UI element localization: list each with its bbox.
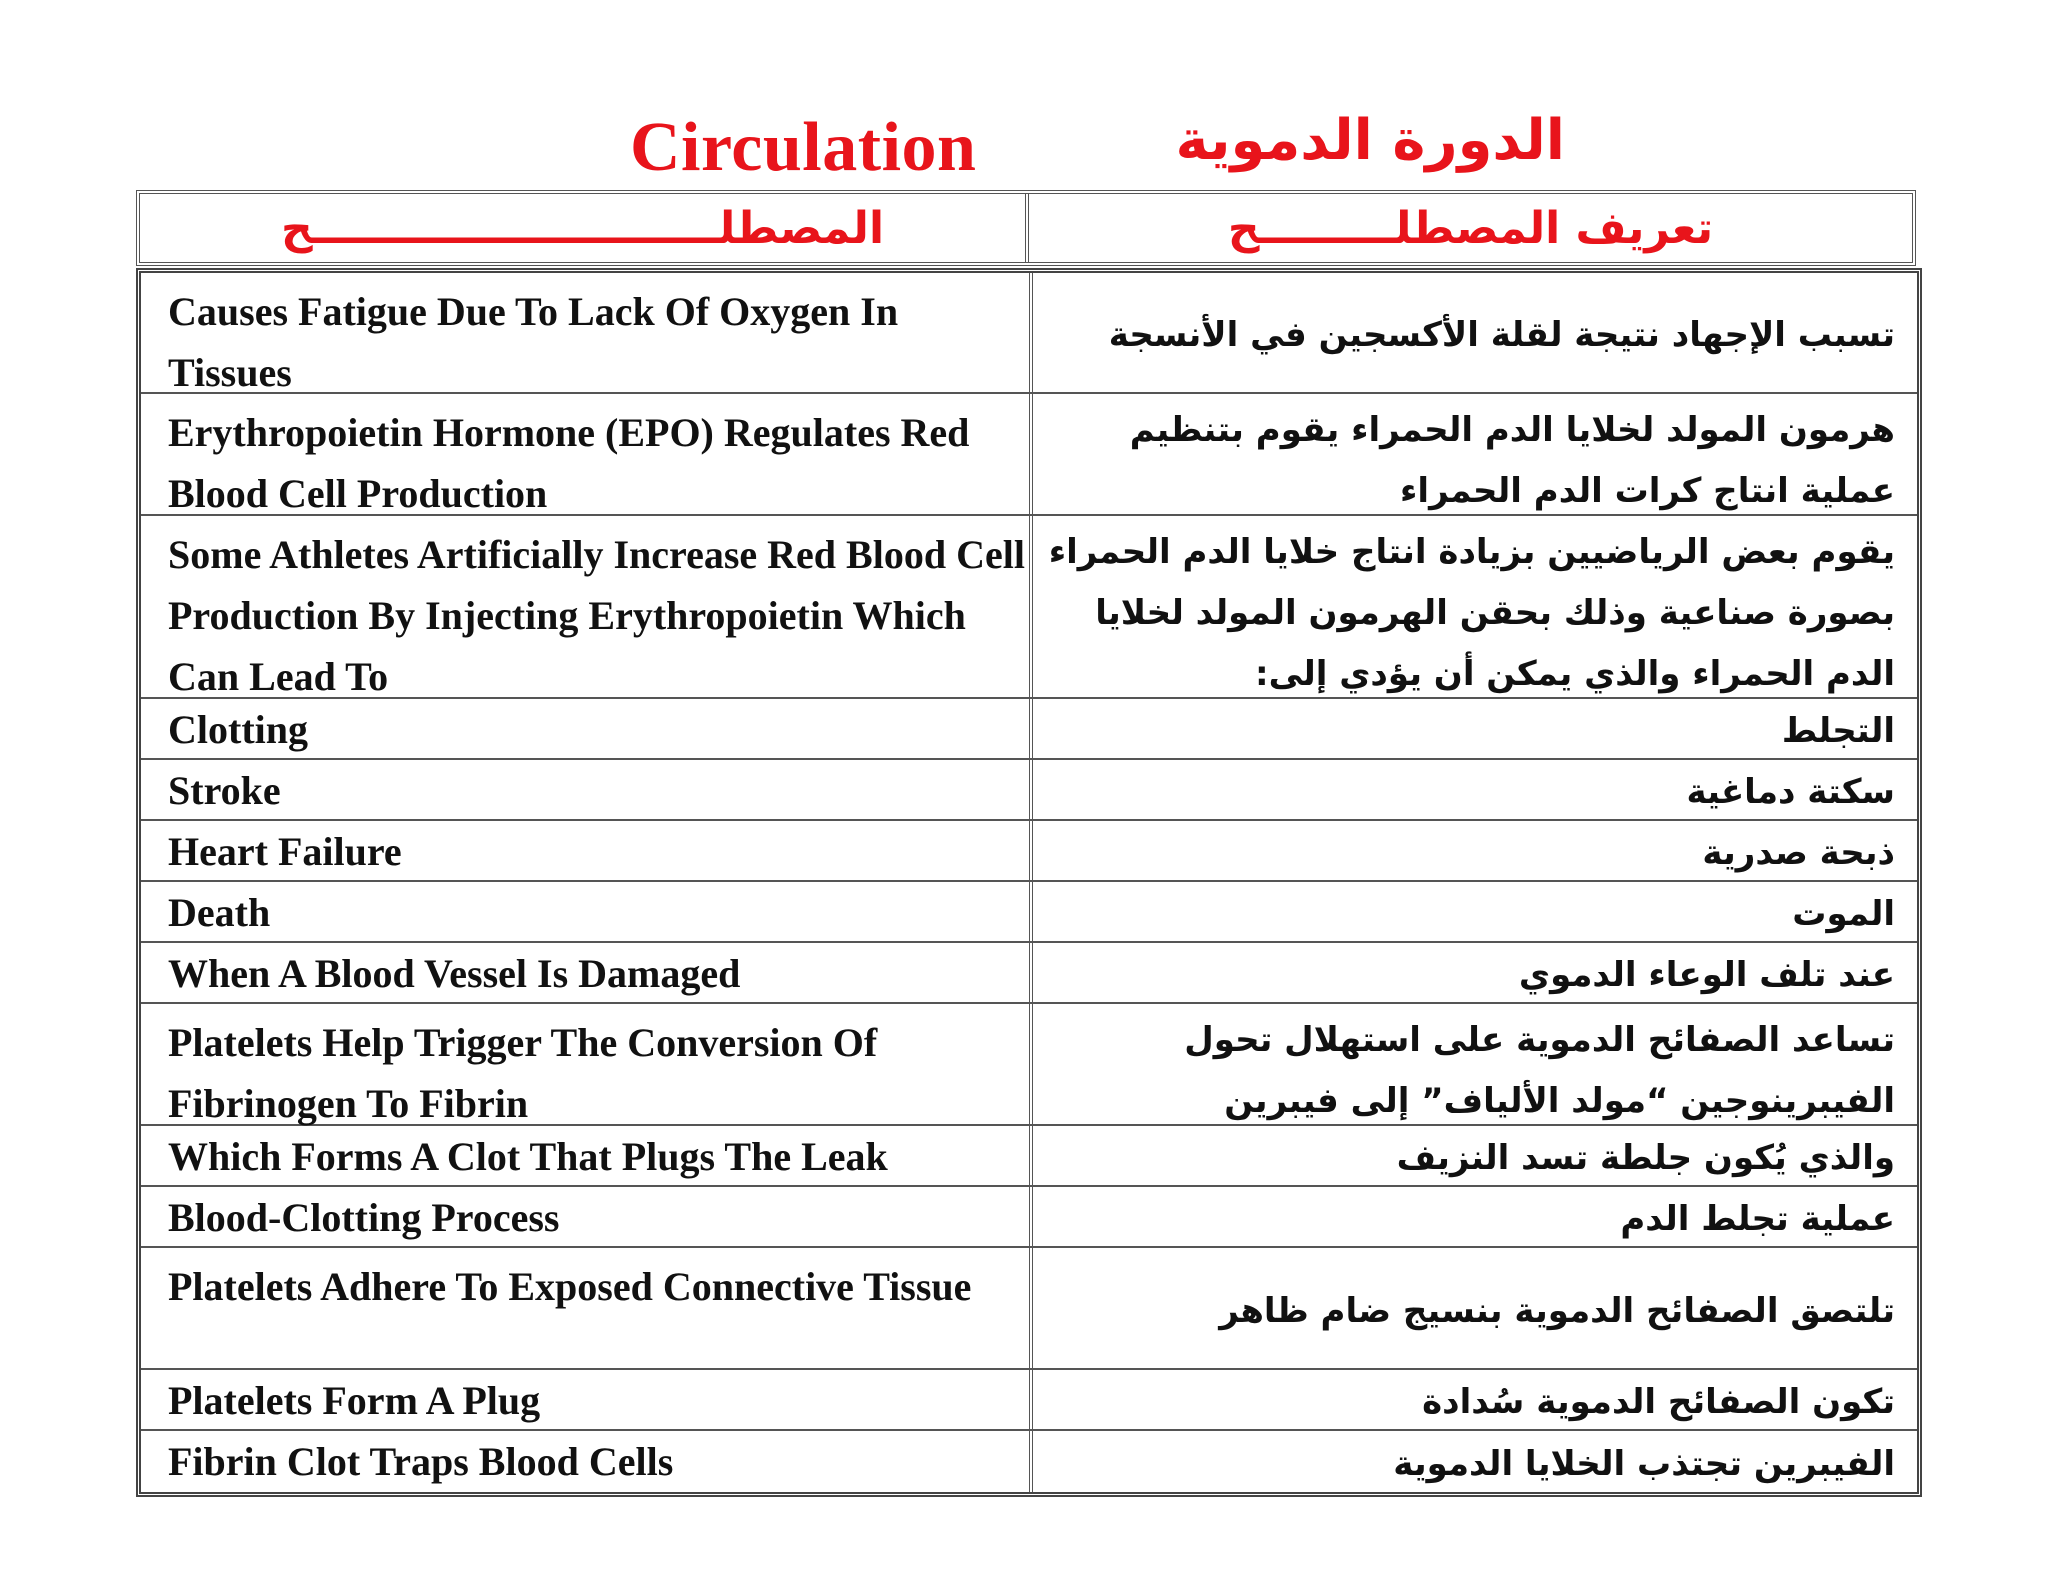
term-ar: والذي يُكون جلطة تسد النزيف — [1396, 1138, 1895, 1178]
term-en: Platelets Adhere To Exposed Connective Tissue — [141, 1248, 1033, 1368]
term-en: Blood-Clotting Process — [141, 1187, 1033, 1246]
table-row — [141, 699, 1917, 760]
term-ar: ذبحة صدرية — [1702, 833, 1895, 873]
term-ar: هرمون المولد لخلايا الدم الحمراء يقوم بتنظيم عملية انتاج كرات الدم الحمراء — [1129, 410, 1895, 511]
glossary-table — [136, 268, 1922, 1497]
header-table — [136, 190, 1916, 266]
header-definition: تعريف المصطلـــــــــح — [1227, 202, 1714, 254]
table-row — [141, 943, 1917, 1004]
term-ar: عملية تجلط الدم — [1620, 1199, 1895, 1239]
term-ar: تكون الصفائح الدموية سُدادة — [1422, 1382, 1895, 1422]
table-row — [141, 394, 1917, 516]
term-ar: تسبب الإجهاد نتيجة لقلة الأكسجين في الأنسجة — [1108, 315, 1895, 355]
term-en: Which Forms A Clot That Plugs The Leak — [141, 1126, 1033, 1185]
header-term: المصطلـــــــــــــــــــــــــــح — [140, 194, 1029, 262]
term-ar: الموت — [1792, 894, 1895, 934]
table-row — [141, 1370, 1917, 1431]
table-row — [141, 1431, 1917, 1492]
term-en: Platelets Help Trigger The Conversion Of Fibrinogen To Fibrin — [141, 1004, 1033, 1124]
term-en: Platelets Form A Plug — [141, 1370, 1033, 1429]
term-ar: عند تلف الوعاء الدموي — [1518, 955, 1895, 995]
table-row — [141, 516, 1917, 699]
table-row — [141, 1004, 1917, 1126]
term-en: Some Athletes Artificially Increase Red Blood Cell Production By Injecting Erythropoietin Which Can Lead To — [141, 516, 1033, 697]
table-row — [141, 882, 1917, 943]
term-en: Heart Failure — [141, 821, 1033, 880]
term-en: Causes Fatigue Due To Lack Of Oxygen In Tissues — [141, 273, 1033, 392]
term-ar: سكتة دماغية — [1686, 772, 1895, 812]
term-ar: يقوم بعض الرياضيين بزيادة انتاج خلايا الدم الحمراء بصورة صناعية وذلك بحقن الهرمون المولد لخلايا الدم الحمراء والذي يمكن أن يؤدي إلى: — [1048, 532, 1895, 694]
term-en: Death — [141, 882, 1033, 941]
table-row — [141, 760, 1917, 821]
title-arabic: الدورة الدموية — [1175, 108, 1565, 173]
table-row — [141, 273, 1917, 394]
term-en: Erythropoietin Hormone (EPO) Regulates Red Blood Cell Production — [141, 394, 1033, 514]
term-ar: الفيبرين تجتذب الخلايا الدموية — [1393, 1444, 1895, 1484]
term-en: Fibrin Clot Traps Blood Cells — [141, 1431, 1033, 1492]
term-ar: تساعد الصفائح الدموية على استهلال تحول الفيبرينوجين “مولد الألياف” إلى فيبرين — [1184, 1020, 1895, 1121]
table-row — [141, 1126, 1917, 1187]
term-en: Clotting — [141, 699, 1033, 758]
term-en: When A Blood Vessel Is Damaged — [141, 943, 1033, 1002]
term-en: Stroke — [141, 760, 1033, 819]
term-ar: تلتصق الصفائح الدموية بنسيج ضام ظاهر — [1219, 1290, 1895, 1331]
table-row — [141, 821, 1917, 882]
term-ar: التجلط — [1781, 711, 1895, 751]
table-row — [141, 1248, 1917, 1370]
title-english: Circulation — [630, 109, 977, 186]
table-row — [141, 1187, 1917, 1248]
